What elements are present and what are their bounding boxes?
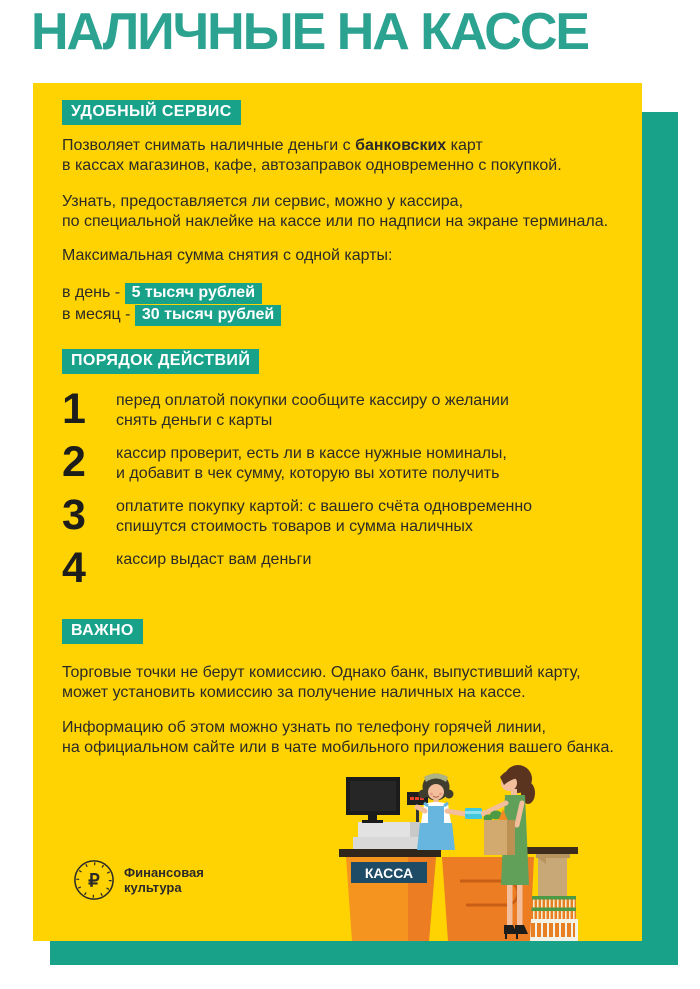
limits-block [62,282,622,326]
step-1-line2: снять деньги с карты [116,412,273,429]
service-paragraph-1 [62,136,622,176]
limit-per-month [62,304,622,326]
list-item [62,544,622,592]
step-number: 2 [62,438,86,486]
logo-line1: Финансовая [124,865,204,880]
service-paragraph-2 [62,192,622,232]
step-2-line1: кассир проверит, есть ли в кассе нужные номиналы, [116,445,507,462]
bank-card-icon [465,808,482,819]
step-2-line2: и добавит в чек сумму, которую вы хотите получить [116,465,500,482]
limit-day-value-chip: 5 тысяч рублей [125,283,262,304]
important-p1-line2: может установить комиссию за получение наличных на кассе. [62,684,526,701]
limit-month-label: в месяц - [62,306,135,323]
important-p2-line2: на официальном сайте или в чате мобильного приложения вашего банка. [62,739,614,756]
list-item [62,438,622,486]
section-badge-important: ВАЖНО [62,619,143,644]
service-p1-line2: в кассах магазинов, кафе, автозаправок одновременно с покупкой. [62,157,562,174]
page-title: НАЛИЧНЫЕ НА КАССЕ [31,3,589,61]
step-number: 1 [62,385,86,433]
step-number: 4 [62,544,86,592]
step-3-line1: оплатите покупку картой: с вашего счёта одновременно [116,498,533,515]
checkout-counter [339,849,441,941]
limit-month-value-chip: 30 тысяч рублей [135,305,281,326]
service-p2-line1: Узнать, предоставляется ли сервис, можно у кассира, [62,193,464,210]
service-p1-bold: банковских [355,137,447,154]
step-4-line1: кассир выдаст вам деньги [116,551,312,568]
kassa-sign-label: КАССА [364,865,414,881]
important-p2-line1: Информацию об этом можно узнать по телефону горячей линии, [62,719,546,736]
ruble-symbol: ₽ [88,870,100,891]
section-badge-steps: ПОРЯДОК ДЕЙСТВИЙ [62,349,259,374]
content-card [33,83,642,941]
fincult-logo [73,859,204,901]
service-p2-line2: по специальной наклейке на кассе или по надписи на экране терминала. [62,213,609,230]
checkout-scene-illustration [338,763,642,941]
logo-text [124,865,204,895]
max-sum-label: Максимальная сумма снятия с одной карты: [62,247,393,264]
step-1-line1: перед оплатой покупки сообщите кассиру о желании [116,392,509,409]
logo-line2: культура [124,880,182,895]
important-paragraph-2 [62,718,622,758]
step-number: 3 [62,491,86,539]
cashier-figure [417,774,465,851]
service-p1-after: карт [446,137,483,154]
important-p1-line1: Торговые точки не берут комиссию. Однако банк, выпустивший карту, [62,664,581,681]
step-3-line2: спишутся стоимость товаров и сумма наличных [116,518,473,535]
service-p1-before: Позволяет снимать наличные деньги с [62,137,356,154]
list-item [62,385,622,433]
steps-list [62,385,622,592]
limit-per-day [62,282,622,304]
list-item [62,491,622,539]
ruble-coin-icon [73,859,115,901]
section-badge-service: УДОБНЫЙ СЕРВИС [62,100,241,125]
limit-day-label: в день - [62,284,125,301]
important-paragraph-1 [62,663,622,703]
